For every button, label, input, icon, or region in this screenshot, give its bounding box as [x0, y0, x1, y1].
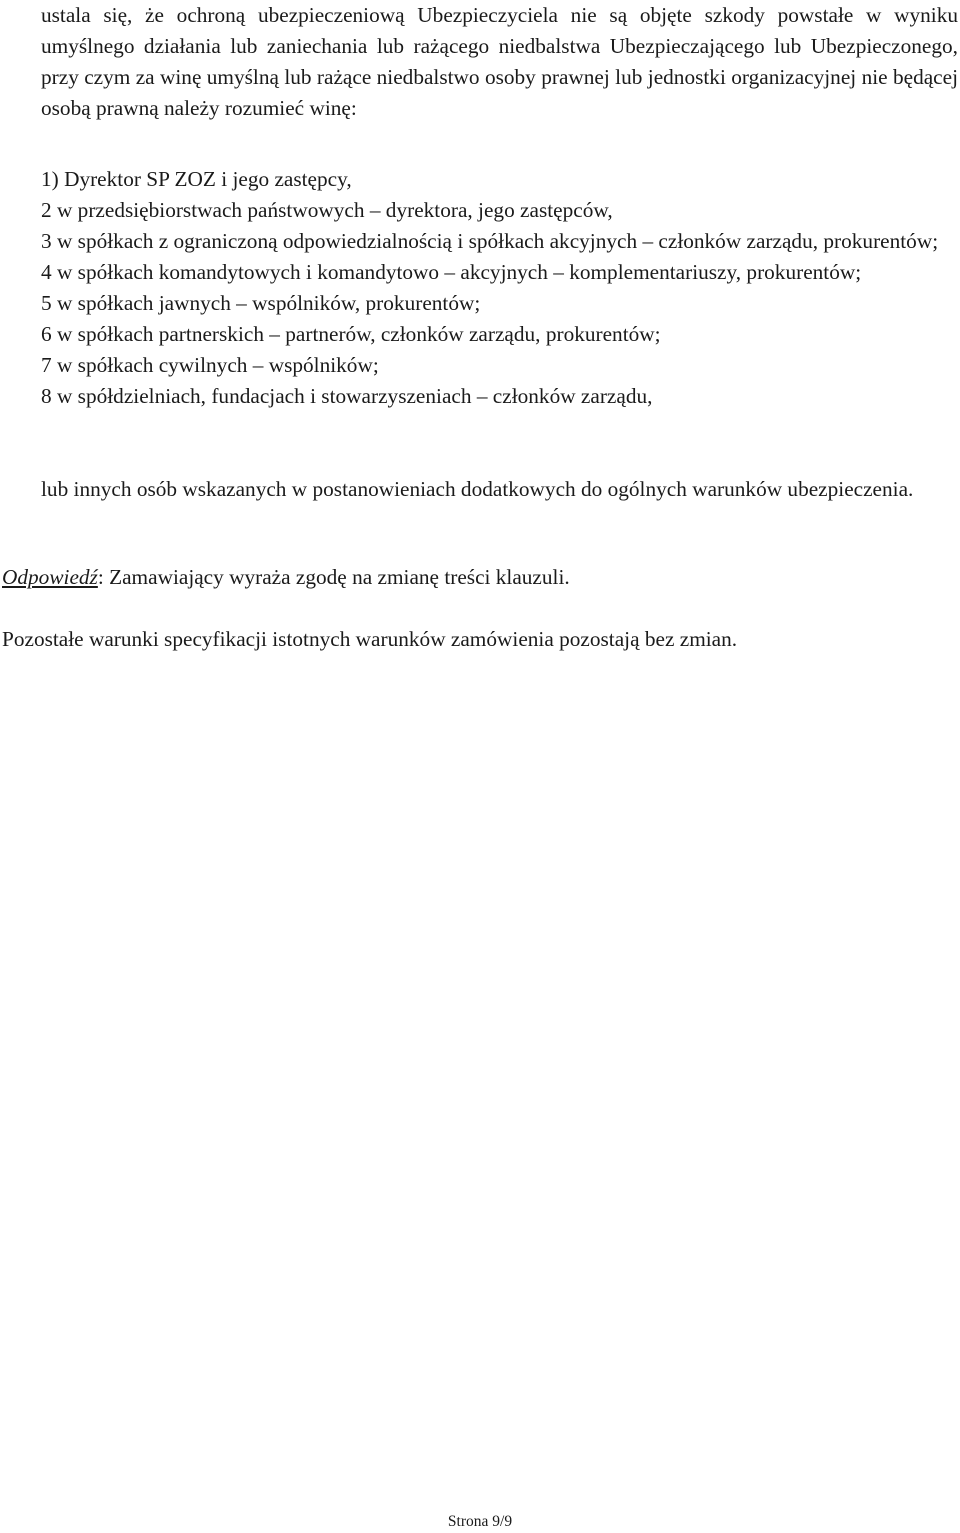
list-item: 5 w spółkach jawnych – wspólników, prokurentów;	[41, 291, 481, 315]
intro-text: ustala się, że ochroną ubezpieczeniową Ubezpieczyciela nie są objęte szkody powstałe w wyniku umyślnego działania lub zaniechania lub rażącego niedbalstwa Ubezpieczającego lub Ubezpieczonego, przy czym za winę umyślną lub rażące niedbalstwo osoby prawnej lub jednostki organizacyjnej nie będącej osobą prawną należy rozumieć winę:	[41, 3, 958, 120]
closing-paragraph: lub innych osób wskazanych w postanowieniach dodatkowych do ogólnych warunków ubezpieczenia.	[41, 477, 914, 501]
list-item: 8 w spółdzielniach, fundacjach i stowarzyszeniach – członków zarządu,	[41, 384, 653, 408]
list-item: 1) Dyrektor SP ZOZ i jego zastępcy,	[41, 167, 352, 191]
answer-paragraph	[2, 562, 952, 593]
answer-label: Odpowiedź	[2, 565, 98, 589]
list-item: 6 w spółkach partnerskich – partnerów, członków zarządu, prokurentów;	[41, 322, 661, 346]
list-item: 2 w przedsiębiorstwach państwowych – dyrektora, jego zastępców,	[41, 198, 613, 222]
remaining-conditions-paragraph: Pozostałe warunki specyfikacji istotnych warunków zamówienia pozostają bez zmian.	[2, 627, 738, 651]
list-item: 4 w spółkach komandytowych i komandytowo – akcyjnych – komplementariuszy, prokurentów;	[41, 260, 862, 284]
list-item: 7 w spółkach cywilnych – wspólników;	[41, 353, 379, 377]
list-item: 3 w spółkach z ograniczoną odpowiedzialnością i spółkach akcyjnych – członków zarządu, prokurentów;	[41, 229, 939, 253]
intro-paragraph	[41, 0, 958, 124]
page-number-footer: Strona 9/9	[447, 1513, 513, 1530]
answer-text: : Zamawiający wyraża zgodę na zmianę treści klauzuli.	[97, 565, 570, 589]
person-list	[41, 164, 958, 412]
